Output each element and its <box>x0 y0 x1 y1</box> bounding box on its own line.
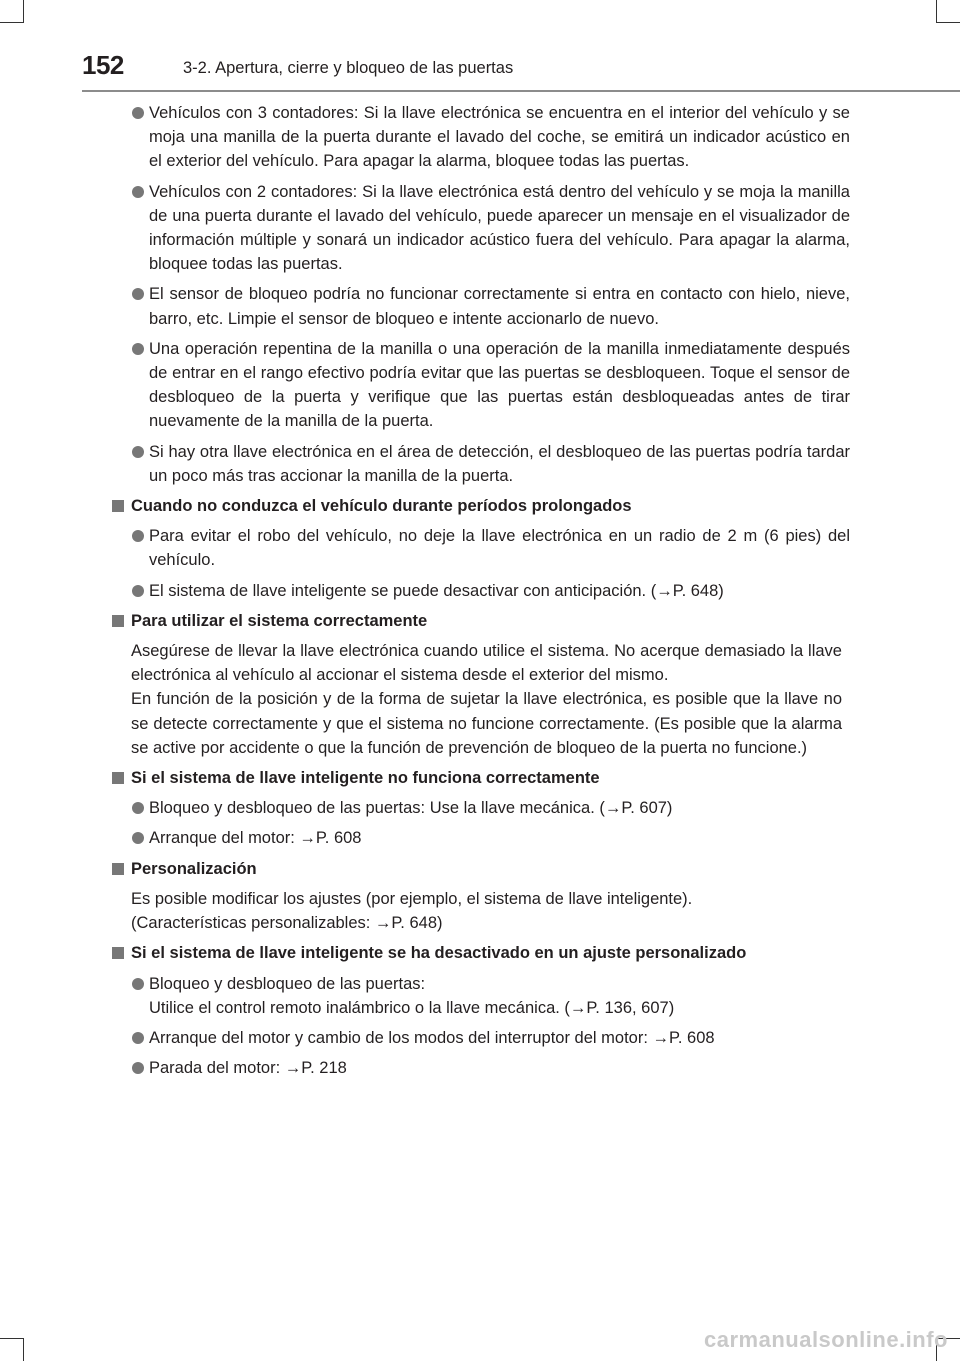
block-text: Vehículos con 3 contadores: Si la llave electrónica se encuentra en el interior del vehículo y se moja una manilla de la puerta durante el lavado del coche, se emitirá un indicador acústico en el exterior del vehículo. Para apagar la alarma, bloquee todas las puertas. <box>149 104 850 171</box>
block-text: En función de la posición y de la forma de sujetar la llave electrónica, es posible que la llave no se detecte correctamente y que el sistema no funcione correctamente. (Es posible que la alarma se active por accidente o que la función de prevención de bloqueo de la puerta no funcione.) <box>131 690 842 757</box>
block-text: Bloqueo y desbloqueo de las puertas: Utilice el control remoto inalámbrico o la llave mecánica. (→P. 136, 607) <box>149 974 675 1017</box>
bullet-item <box>110 180 850 277</box>
crop-mark <box>0 22 24 23</box>
page-content <box>110 101 850 1086</box>
subsection-heading <box>110 494 850 518</box>
block-text: El sistema de llave inteligente se puede desactivar con anticipación. (→P. 648) <box>149 581 724 600</box>
subsection-heading <box>110 609 850 633</box>
bullet-dot-icon <box>132 1032 144 1044</box>
bullet-item <box>110 1026 850 1050</box>
bullet-dot-icon <box>132 530 144 542</box>
block-text: Si el sistema de llave inteligente no funciona correctamente <box>131 769 600 788</box>
watermark: carmanualsonline.info <box>704 1327 948 1352</box>
crop-mark <box>23 0 24 23</box>
block-text: Asegúrese de llevar la llave electrónica cuando utilice el sistema. No acerque demasiado la llave electrónica al vehículo al accionar el sistema desde el exterior del mismo. <box>131 642 842 685</box>
block-text: Bloqueo y desbloqueo de las puertas: Use la llave mecánica. (→P. 607) <box>149 799 673 818</box>
bullet-item <box>110 440 850 488</box>
crop-mark <box>23 1338 24 1361</box>
block-text: Una operación repentina de la manilla o una operación de la manilla inmediatamente después de entrar en el rango efectivo podría evitar que las puertas se desbloqueen. Toque el sensor de desbloqueo de la puerta y verifique que las puertas están desbloqueadas antes de tirar nuevamente de la manilla de la puerta. <box>149 339 850 431</box>
block-text: Parada del motor: →P. 218 <box>149 1059 347 1078</box>
bullet-item <box>110 282 850 330</box>
section-title: 3-2. Apertura, cierre y bloqueo de las puertas <box>183 59 514 77</box>
bullet-item <box>110 524 850 572</box>
bullet-dot-icon <box>132 288 144 300</box>
block-text: Arranque del motor y cambio de los modos del interruptor del motor: →P. 608 <box>149 1028 715 1047</box>
bullet-item <box>110 972 850 1020</box>
block-text: Cuando no conduzca el vehículo durante períodos prolongados <box>131 497 632 516</box>
bullet-dot-icon <box>132 802 144 814</box>
paragraph <box>110 639 842 687</box>
block-text: Si hay otra llave electrónica en el área de detección, el desbloqueo de las puertas podría tardar un poco más tras accionar la manilla de la puerta. <box>149 442 850 485</box>
header-divider <box>82 90 960 92</box>
square-marker-icon <box>112 500 124 512</box>
block-text: Para utilizar el sistema correctamente <box>131 611 428 630</box>
subsection-heading <box>110 766 850 790</box>
block-text: Si el sistema de llave inteligente se ha desactivado en un ajuste personalizado <box>131 944 747 963</box>
crop-mark <box>936 0 937 23</box>
crop-mark <box>0 1338 24 1339</box>
bullet-dot-icon <box>132 107 144 119</box>
bullet-dot-icon <box>132 343 144 355</box>
block-text: Arranque del motor: →P. 608 <box>149 829 362 848</box>
bullet-dot-icon <box>132 186 144 198</box>
square-marker-icon <box>112 772 124 784</box>
bullet-dot-icon <box>132 585 144 597</box>
block-text: El sensor de bloqueo podría no funcionar correctamente si entra en contacto con hielo, nieve, barro, etc. Limpie el sensor de bloqueo e intente accionarlo de nuevo. <box>149 285 850 328</box>
bullet-item <box>110 337 850 434</box>
subsection-heading <box>110 857 850 881</box>
bullet-dot-icon <box>132 978 144 990</box>
page-number: 152 <box>82 50 124 80</box>
paragraph <box>110 887 842 935</box>
bullet-item <box>110 579 850 603</box>
square-marker-icon <box>112 947 124 959</box>
bullet-dot-icon <box>132 446 144 458</box>
block-text: Para evitar el robo del vehículo, no deje la llave electrónica en un radio de 2 m (6 pies) del vehículo. <box>149 527 850 570</box>
bullet-dot-icon <box>132 1062 144 1074</box>
bullet-item <box>110 826 850 850</box>
paragraph <box>110 687 842 760</box>
subsection-heading <box>110 941 850 965</box>
square-marker-icon <box>112 863 124 875</box>
bullet-item <box>110 796 850 820</box>
crop-mark <box>936 22 960 23</box>
bullet-item <box>110 1056 850 1080</box>
square-marker-icon <box>112 615 124 627</box>
block-text: Personalización <box>131 859 257 878</box>
block-text: Vehículos con 2 contadores: Si la llave electrónica está dentro del vehículo y se moja la manilla de una puerta durante el lavado del vehículo, puede aparecer un mensaje en el visualizador de información múltiple y sonará un indicador acústico fuera del vehículo. Para apagar la alarma, bloquee todas las puertas. <box>149 182 850 274</box>
bullet-dot-icon <box>132 832 144 844</box>
block-text: Es posible modificar los ajustes (por ejemplo, el sistema de llave inteligente). (Características personalizables: →P. 648) <box>131 889 693 933</box>
bullet-item <box>110 101 850 174</box>
